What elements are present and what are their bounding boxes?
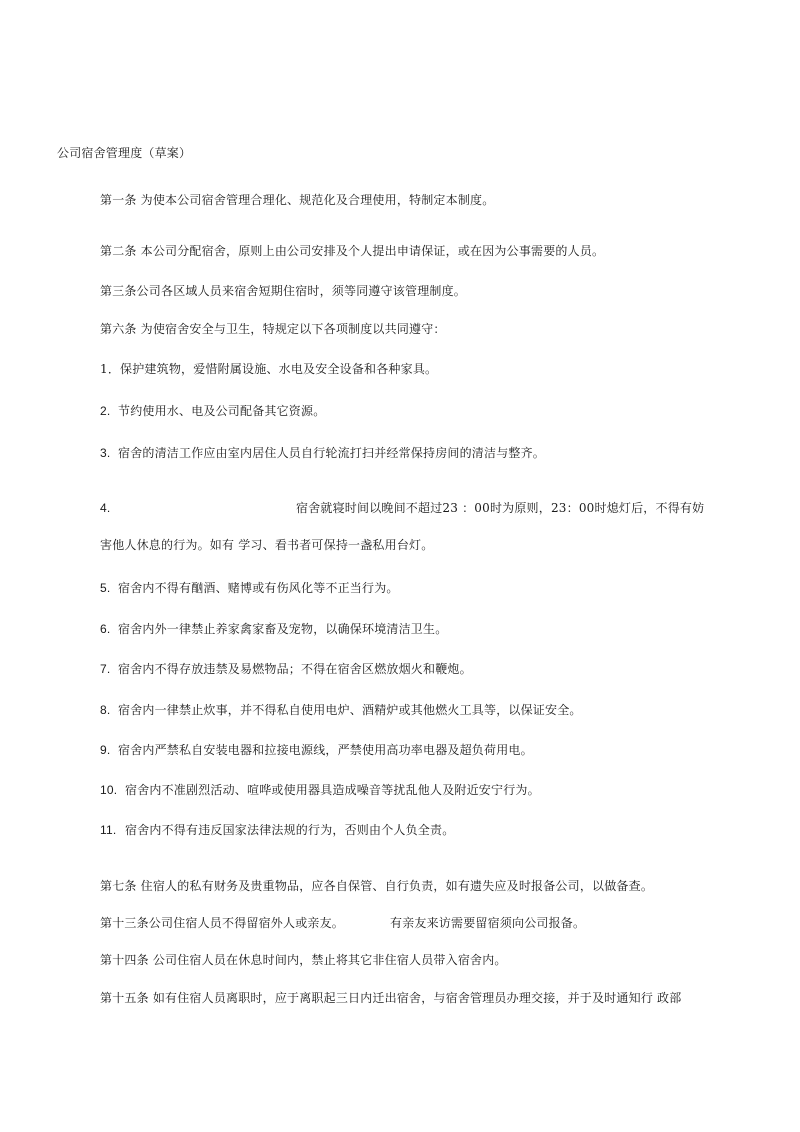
article-14: 第十四条 公司住宿人员在休息时间内，禁止将其它非住宿人员带入宿舍内。 (100, 953, 507, 967)
list-item-6-text: 宿舍内外一律禁止养家禽家畜及宠物，以确保环境清洁卫生。 (118, 622, 448, 636)
list-item-9-number: 9. (100, 743, 111, 757)
list-item-1: 1．保护建筑物，爱惜附属设施、水电及安全设备和各种家具。 (100, 362, 438, 376)
article-13-part-b: 有亲友来访需要留宿须向公司报备。 (390, 916, 586, 930)
list-item-10-text: 宿舍内不准剧烈活动、喧哗或使用器具造成噪音等扰乱他人及附近安宁行为。 (125, 783, 540, 797)
list-item-4-text: 宿舍就寝时间以晚间不超过23 ：00时为原则，23：00时熄灯后，不得有妨 (296, 501, 705, 515)
list-item-3-number: 3. (100, 446, 111, 460)
doc-title: 公司宿舍管理度（草案） (57, 146, 192, 160)
list-item-10-number: 10. (100, 783, 118, 797)
list-item-6-number: 6. (100, 622, 111, 636)
list-item-2-text: 节约使用水、电及公司配备其它资源。 (118, 404, 326, 418)
list-item-5-number: 5. (100, 581, 111, 595)
list-item-3-text: 宿舍的清洁工作应由室内居住人员自行轮流打扫并经常保持房间的清洁与整齐。 (118, 446, 546, 460)
list-item-11-text: 宿舍内不得有违反国家法律法规的行为，否则由个人负全责。 (125, 823, 455, 837)
list-item-4-continuation: 害他人休息的行为。如有 学习、看书者可保持一盏私用台灯。 (100, 538, 434, 552)
list-item-11-number: 11. (100, 823, 117, 837)
list-item-2-number: 2. (100, 404, 111, 418)
list-item-7-text: 宿舍内不得存放违禁及易燃物品；不得在宿舍区燃放烟火和鞭炮。 (118, 662, 472, 676)
article-15: 第十五条 如有住宿人员离职时，应于离职起三日内迁出宿舍，与宿舍管理员办理交接，并于及时通知行 政部 (100, 991, 682, 1005)
list-item-8-text: 宿舍内一律禁止炊事，并不得私自使用电炉、酒精炉或其他燃火工具等，以保证安全。 (118, 703, 582, 717)
list-item-5-text: 宿舍内不得有酗酒、赌博或有伤风化等不正当行为。 (118, 581, 399, 595)
list-item-7-number: 7. (100, 662, 111, 676)
article-3: 第三条公司各区域人员来宿舍短期住宿时，须等同遵守该管理制度。 (100, 284, 467, 298)
list-item-8-number: 8. (100, 703, 111, 717)
article-6: 第六条 为使宿舍安全与卫生，特规定以下各项制度以共同遵守： (100, 322, 446, 336)
article-13-part-a: 第十三条公司住宿人员不得留宿外人或亲友。 (100, 916, 345, 930)
article-7: 第七条 住宿人的私有财务及贵重物品，应各自保管、自行负责，如有遗失应及时报备公司，以做备查。 (100, 879, 654, 893)
article-1: 第一条 为使本公司宿舍管理合理化、规范化及合理使用，特制定本制度。 (100, 193, 495, 207)
list-item-9-text: 宿舍内严禁私自安装电器和拉接电源线，严禁使用高功率电器及超负荷用电。 (118, 743, 533, 757)
article-2: 第二条 本公司分配宿舍，原则上由公司安排及个人提出申请保证，或在因为公事需要的人员。 (100, 244, 605, 258)
list-item-4-number: 4. (100, 501, 111, 515)
